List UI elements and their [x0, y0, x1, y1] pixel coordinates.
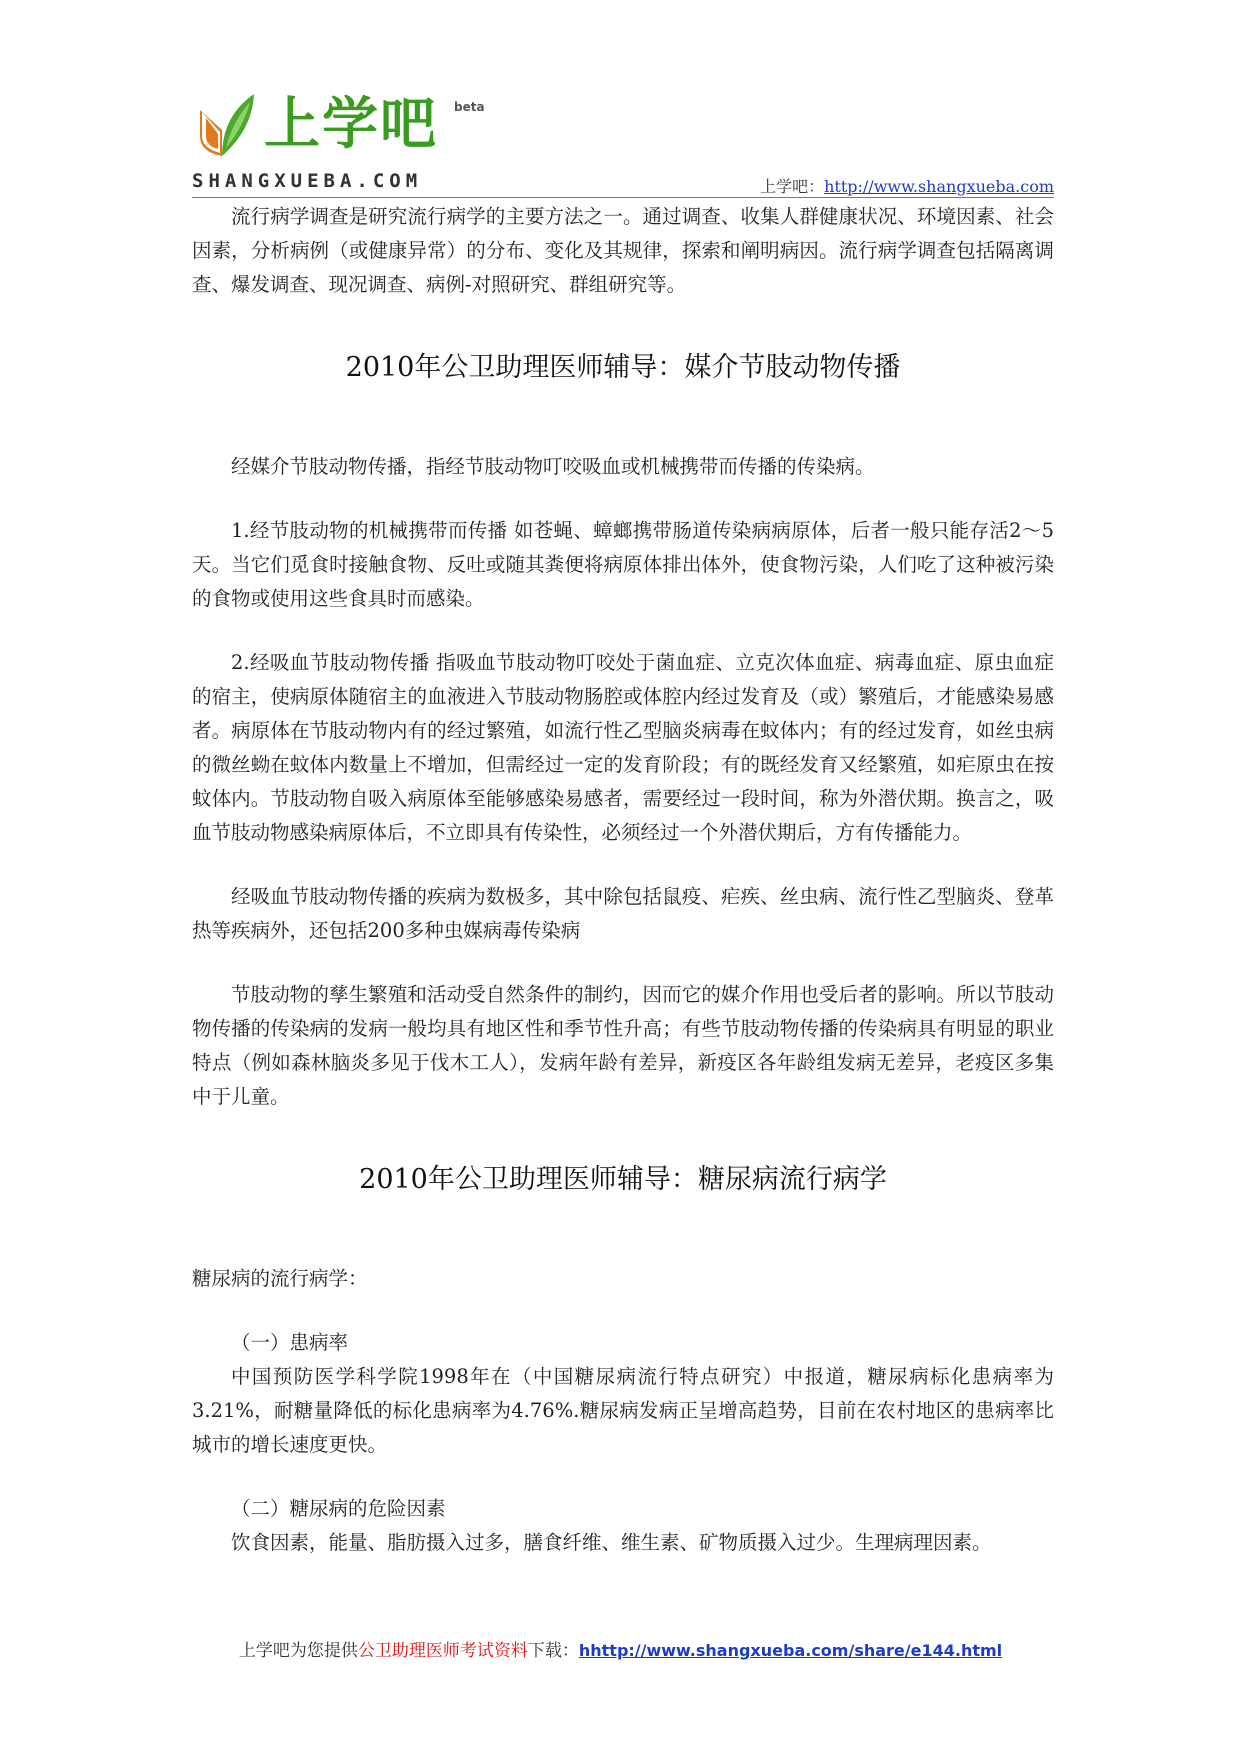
header-url-link[interactable]: http://www.shangxueba.com	[824, 177, 1054, 196]
section1-paragraph-1: 经媒介节肢动物传播，指经节肢动物叮咬吸血或机械携带而传播的传染病。	[231, 455, 875, 478]
page-footer	[0, 1636, 1241, 1661]
footer-highlight: 公卫助理医师考试资料	[357, 1641, 528, 1661]
intro-paragraph: 流行病学调查是研究流行病学的主要方法之一。通过调查、收集人群健康状况、环境因素、社会因素，分析病例（或健康异常）的分布、变化及其规律，探索和阐明病因。流行病学调查包括隔离调查、爆发调查、现况调查、病例-对照研究、群组研究等。	[192, 205, 1054, 296]
footer-mid: 下载：	[527, 1641, 579, 1661]
section2-heading-2: （二）糖尿病的危险因素	[231, 1497, 446, 1520]
leaf-icon	[192, 90, 258, 160]
section2-heading-1: （一）患病率	[231, 1331, 349, 1354]
section1-title: 2010年公卫助理医师辅导：媒介节肢动物传播	[345, 352, 901, 383]
logo-text-en: SHANGXUEBA.COM	[192, 170, 423, 192]
section1-paragraph-3: 2.经吸血节肢动物传播 指吸血节肢动物叮咬处于菌血症、立克次体血症、病毒血症、原虫血症的宿主，使病原体随宿主的血液进入节肢动物肠腔或体腔内经过发育及（或）繁殖后，才能感染易感者。病原体在节肢动物内有的经过繁殖，如流行性乙型脑炎病毒在蚊体内；有的经过发育，如丝虫病的微丝蚴在蚊体内数量上不增加，但需经过一定的发育阶段；有的既经发育又经繁殖，如疟原虫在按蚊体内。节肢动物自吸入病原体至能够感染易感者，需要经过一段时间，称为外潜伏期。换言之，吸血节肢动物感染病原体后，不立即具有传染性，必须经过一个外潜伏期后，方有传播能力。	[192, 651, 1054, 844]
section1-paragraph-2: 1.经节肢动物的机械携带而传播 如苍蝇、蟑螂携带肠道传染病病原体，后者一般只能存活2～5天。当它们觅食时接触食物、反吐或随其粪便将病原体排出体外，使食物污染，人们吃了这种被污染的食物或使用这些食具时而感染。	[192, 519, 1054, 610]
footer-download-link[interactable]: hhttp://www.shangxueba.com/share/e144.html	[578, 1641, 1003, 1660]
header-site-link	[760, 174, 1054, 197]
section2-paragraph-1: 糖尿病的流行病学：	[192, 1267, 368, 1290]
header-divider	[192, 197, 1054, 198]
section1-paragraph-4: 经吸血节肢动物传播的疾病为数极多，其中除包括鼠疫、疟疾、丝虫病、流行性乙型脑炎、登革热等疾病外，还包括200多种虫媒病毒传染病	[192, 885, 1054, 942]
logo-beta-label: beta	[454, 100, 485, 114]
header-site-label: 上学吧：	[760, 177, 825, 196]
footer-prefix: 上学吧为您提供	[238, 1641, 358, 1661]
document-body	[192, 200, 1054, 1560]
logo-text-cn: 上学吧	[264, 92, 438, 157]
section2-paragraph-3: 饮食因素，能量、脂肪摄入过多，膳食纤维、维生素、矿物质摄入过少。生理病理因素。	[231, 1531, 992, 1554]
section1-paragraph-5: 节肢动物的孳生繁殖和活动受自然条件的制约，因而它的媒介作用也受后者的影响。所以节肢动物传播的传染病的发病一般均具有地区性和季节性升高；有些节肢动物传播的传染病具有明显的职业特点（例如森林脑炎多见于伐木工人），发病年龄有差异，新疫区各年龄组发病无差异，老疫区多集中于儿童。	[192, 983, 1054, 1108]
site-logo[interactable]	[192, 90, 492, 200]
section2-title: 2010年公卫助理医师辅导：糖尿病流行病学	[359, 1164, 887, 1195]
section2-paragraph-2: 中国预防医学科学院1998年在（中国糖尿病流行特点研究）中报道，糖尿病标化患病率为3.21%，耐糖量降低的标化患病率为4.76%.糖尿病发病正呈增高趋势，目前在农村地区的患病率比城市的增长速度更快。	[192, 1365, 1054, 1456]
